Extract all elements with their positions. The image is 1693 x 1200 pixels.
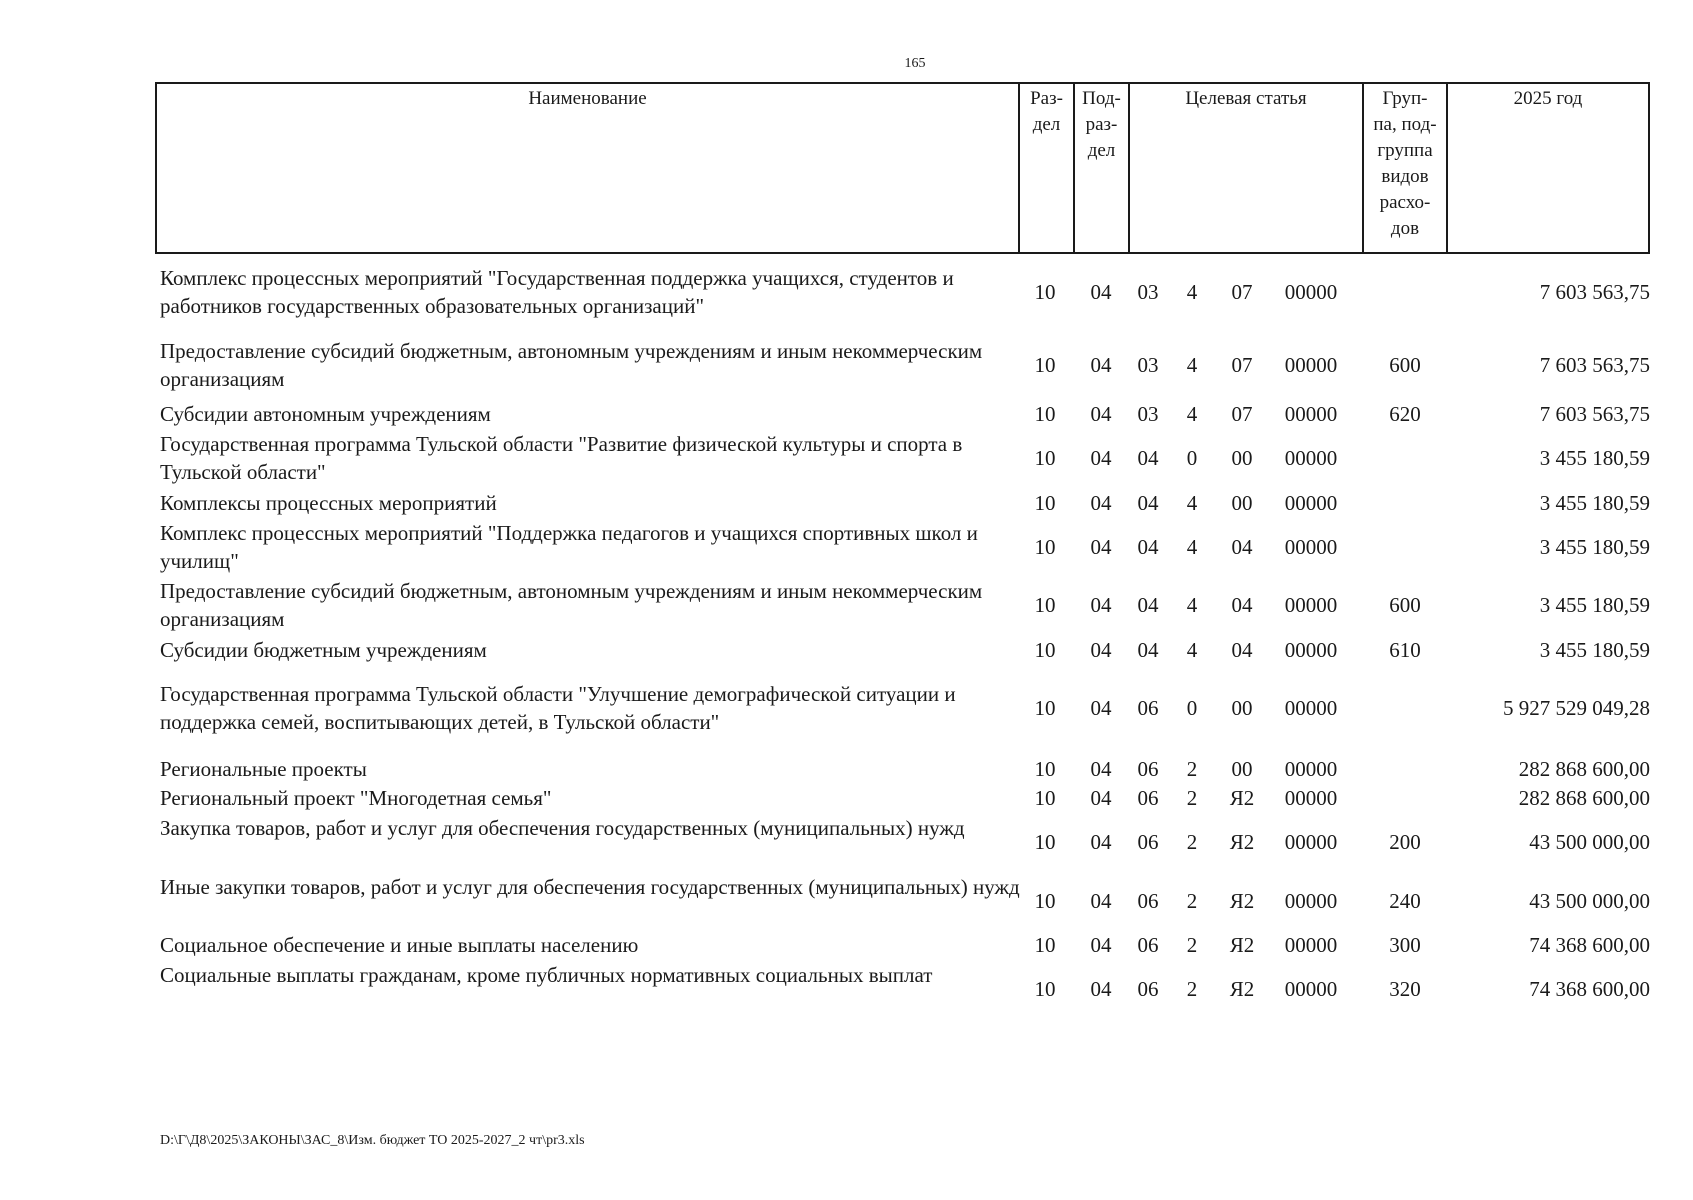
header-expense-group: Груп- па, под- группа видов расхо- дов bbox=[1364, 84, 1448, 252]
row-razdel: 10 bbox=[1034, 977, 1056, 1001]
row-razdel: 10 bbox=[1034, 535, 1056, 559]
row-podrazdel: 04 bbox=[1090, 696, 1112, 720]
row-name: Социальное обеспечение и иные выплаты населению bbox=[160, 933, 639, 957]
row-target-2: 2 bbox=[1186, 786, 1198, 810]
row-target-1: 06 bbox=[1137, 830, 1159, 854]
row-amount: 5 927 529 049,28 bbox=[1503, 696, 1650, 720]
row-name: Региональные проекты bbox=[160, 757, 367, 781]
row-razdel: 10 bbox=[1034, 696, 1056, 720]
row-target-3: 07 bbox=[1231, 402, 1253, 426]
page-number: 165 bbox=[904, 56, 926, 71]
row-amount: 282 868 600,00 bbox=[1518, 757, 1650, 781]
row-amount: 7 603 563,75 bbox=[1539, 402, 1650, 426]
row-group: 600 bbox=[1389, 593, 1421, 617]
row-target-1: 03 bbox=[1137, 280, 1159, 304]
row-amount: 7 603 563,75 bbox=[1539, 353, 1650, 377]
row-target-2: 2 bbox=[1186, 757, 1198, 781]
row-target-2: 2 bbox=[1186, 830, 1198, 854]
row-target-3: Я2 bbox=[1229, 786, 1255, 810]
row-target-2: 4 bbox=[1186, 280, 1198, 304]
row-podrazdel: 04 bbox=[1090, 786, 1112, 810]
row-amount: 7 603 563,75 bbox=[1539, 280, 1650, 304]
row-target-3: 07 bbox=[1231, 353, 1253, 377]
row-podrazdel: 04 bbox=[1090, 593, 1112, 617]
row-name: Государственная программа Тульской области "Развитие физической культуры и спорта в Тульской области" bbox=[160, 432, 963, 484]
row-target-1: 03 bbox=[1137, 402, 1159, 426]
row-target-4: 00000 bbox=[1284, 402, 1338, 426]
row-razdel: 10 bbox=[1034, 491, 1056, 515]
row-podrazdel: 04 bbox=[1090, 638, 1112, 662]
row-target-4: 00000 bbox=[1284, 977, 1338, 1001]
row-target-1: 06 bbox=[1137, 696, 1159, 720]
row-target-2: 2 bbox=[1186, 977, 1198, 1001]
row-target-4: 00000 bbox=[1284, 696, 1338, 720]
row-razdel: 10 bbox=[1034, 280, 1056, 304]
row-target-1: 06 bbox=[1137, 757, 1159, 781]
row-target-2: 4 bbox=[1186, 491, 1198, 515]
row-group: 600 bbox=[1389, 353, 1421, 377]
row-target-3: 00 bbox=[1231, 696, 1253, 720]
row-amount: 3 455 180,59 bbox=[1539, 593, 1650, 617]
row-target-3: 04 bbox=[1231, 593, 1253, 617]
row-razdel: 10 bbox=[1034, 889, 1056, 913]
row-name: Комплекс процессных мероприятий "Поддержка педагогов и учащихся спортивных школ и училищ" bbox=[160, 521, 978, 573]
row-podrazdel: 04 bbox=[1090, 535, 1112, 559]
row-amount: 43 500 000,00 bbox=[1529, 830, 1650, 854]
row-amount: 74 368 600,00 bbox=[1529, 977, 1650, 1001]
row-podrazdel: 04 bbox=[1090, 889, 1112, 913]
row-group: 240 bbox=[1389, 889, 1421, 913]
row-group: 610 bbox=[1389, 638, 1421, 662]
row-podrazdel: 04 bbox=[1090, 491, 1112, 515]
header-target-article: Целевая статья bbox=[1130, 84, 1364, 252]
row-target-2: 4 bbox=[1186, 353, 1198, 377]
row-name: Комплекс процессных мероприятий "Государственная поддержка учащихся, студентов и работников государственных образовательных организаций" bbox=[160, 266, 954, 318]
row-target-3: Я2 bbox=[1229, 830, 1255, 854]
row-name: Социальные выплаты гражданам, кроме публичных нормативных социальных выплат bbox=[160, 963, 933, 987]
row-target-1: 04 bbox=[1137, 491, 1159, 515]
row-group: 320 bbox=[1389, 977, 1421, 1001]
footer-file-path: D:\Г\Д8\2025\ЗАКОНЫ\ЗАС_8\Изм. бюджет ТО 2025-2027_2 чт\pr3.xls bbox=[160, 1133, 585, 1148]
header-year: 2025 год bbox=[1513, 88, 1583, 109]
row-razdel: 10 bbox=[1034, 757, 1056, 781]
row-podrazdel: 04 bbox=[1090, 757, 1112, 781]
row-target-1: 06 bbox=[1137, 933, 1159, 957]
row-target-3: Я2 bbox=[1229, 933, 1255, 957]
row-target-4: 00000 bbox=[1284, 446, 1338, 470]
row-target-2: 0 bbox=[1186, 696, 1198, 720]
row-amount: 43 500 000,00 bbox=[1529, 889, 1650, 913]
header-name: Наименование bbox=[157, 84, 1020, 252]
row-amount: 3 455 180,59 bbox=[1539, 638, 1650, 662]
row-target-3: 00 bbox=[1231, 491, 1253, 515]
row-target-1: 03 bbox=[1137, 353, 1159, 377]
row-podrazdel: 04 bbox=[1090, 830, 1112, 854]
row-razdel: 10 bbox=[1034, 638, 1056, 662]
row-razdel: 10 bbox=[1034, 446, 1056, 470]
row-razdel: 10 bbox=[1034, 830, 1056, 854]
row-target-2: 0 bbox=[1186, 446, 1198, 470]
row-target-2: 2 bbox=[1186, 933, 1198, 957]
row-name: Субсидии автономным учреждениям bbox=[160, 402, 491, 426]
row-group: 200 bbox=[1389, 830, 1421, 854]
row-target-1: 04 bbox=[1137, 593, 1159, 617]
row-target-3: 00 bbox=[1231, 446, 1253, 470]
row-amount: 3 455 180,59 bbox=[1539, 535, 1650, 559]
row-target-4: 00000 bbox=[1284, 786, 1338, 810]
row-target-1: 06 bbox=[1137, 889, 1159, 913]
row-target-4: 00000 bbox=[1284, 757, 1338, 781]
row-name: Закупка товаров, работ и услуг для обеспечения государственных (муниципальных) нужд bbox=[160, 816, 965, 840]
row-target-2: 4 bbox=[1186, 402, 1198, 426]
row-razdel: 10 bbox=[1034, 933, 1056, 957]
row-target-1: 06 bbox=[1137, 786, 1159, 810]
row-target-1: 04 bbox=[1137, 535, 1159, 559]
header-podrazdel: Под- раз- дел bbox=[1075, 84, 1130, 252]
row-amount: 3 455 180,59 bbox=[1539, 446, 1650, 470]
row-razdel: 10 bbox=[1034, 402, 1056, 426]
row-target-3: 04 bbox=[1231, 535, 1253, 559]
row-target-3: 00 bbox=[1231, 757, 1253, 781]
row-name: Региональный проект "Многодетная семья" bbox=[160, 786, 552, 810]
row-target-4: 00000 bbox=[1284, 889, 1338, 913]
row-target-3: Я2 bbox=[1229, 889, 1255, 913]
table-header bbox=[155, 82, 1650, 254]
row-target-4: 00000 bbox=[1284, 593, 1338, 617]
row-name: Государственная программа Тульской области "Улучшение демографической ситуации и поддержка семей, воспитывающих детей, в Тульской области" bbox=[160, 682, 956, 734]
row-name: Предоставление субсидий бюджетным, автономным учреждениям и иным некоммерческим организациям bbox=[160, 339, 983, 391]
row-target-2: 2 bbox=[1186, 889, 1198, 913]
row-podrazdel: 04 bbox=[1090, 933, 1112, 957]
row-target-3: 07 bbox=[1231, 280, 1253, 304]
row-target-4: 00000 bbox=[1284, 933, 1338, 957]
row-podrazdel: 04 bbox=[1090, 977, 1112, 1001]
row-amount: 282 868 600,00 bbox=[1518, 786, 1650, 810]
row-target-1: 06 bbox=[1137, 977, 1159, 1001]
row-target-3: Я2 bbox=[1229, 977, 1255, 1001]
row-amount: 3 455 180,59 bbox=[1539, 491, 1650, 515]
row-target-4: 00000 bbox=[1284, 280, 1338, 304]
row-target-2: 4 bbox=[1186, 638, 1198, 662]
row-target-2: 4 bbox=[1186, 593, 1198, 617]
row-target-1: 04 bbox=[1137, 638, 1159, 662]
header-razdel: Раз- дел bbox=[1020, 84, 1075, 252]
row-razdel: 10 bbox=[1034, 593, 1056, 617]
row-target-4: 00000 bbox=[1284, 638, 1338, 662]
row-amount: 74 368 600,00 bbox=[1529, 933, 1650, 957]
row-podrazdel: 04 bbox=[1090, 402, 1112, 426]
row-group: 620 bbox=[1389, 402, 1421, 426]
row-target-2: 4 bbox=[1186, 535, 1198, 559]
row-target-3: 04 bbox=[1231, 638, 1253, 662]
row-podrazdel: 04 bbox=[1090, 446, 1112, 470]
row-target-4: 00000 bbox=[1284, 353, 1338, 377]
row-name: Иные закупки товаров, работ и услуг для обеспечения государственных (муниципальных) нужд bbox=[160, 875, 1020, 899]
row-razdel: 10 bbox=[1034, 786, 1056, 810]
row-podrazdel: 04 bbox=[1090, 280, 1112, 304]
row-target-4: 00000 bbox=[1284, 491, 1338, 515]
row-podrazdel: 04 bbox=[1090, 353, 1112, 377]
row-target-1: 04 bbox=[1137, 446, 1159, 470]
row-razdel: 10 bbox=[1034, 353, 1056, 377]
row-name: Предоставление субсидий бюджетным, автономным учреждениям и иным некоммерческим организациям bbox=[160, 579, 983, 631]
row-name: Субсидии бюджетным учреждениям bbox=[160, 638, 487, 662]
row-name: Комплексы процессных мероприятий bbox=[160, 491, 497, 515]
row-group: 300 bbox=[1389, 933, 1421, 957]
row-target-4: 00000 bbox=[1284, 535, 1338, 559]
row-target-4: 00000 bbox=[1284, 830, 1338, 854]
